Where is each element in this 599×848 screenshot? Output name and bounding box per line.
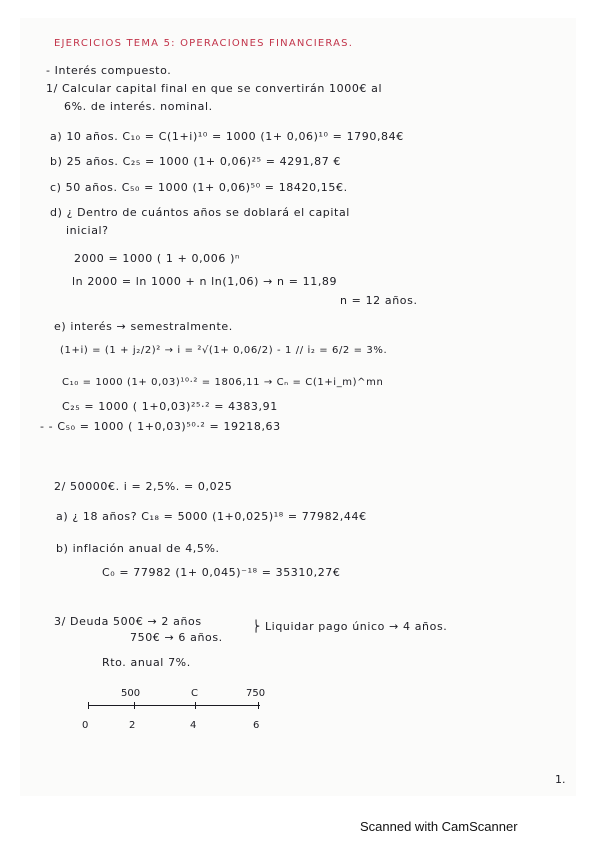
- ex1-d-cont: inicial?: [66, 224, 109, 237]
- timeline-year-label: 0: [82, 720, 89, 731]
- timeline-year-label: 6: [253, 720, 260, 731]
- timeline-tick: [258, 702, 259, 709]
- ex2-a: a) ¿ 18 años? C₁₈ = 5000 (1+0,025)¹⁸ = 77982,44€: [56, 510, 367, 523]
- timeline-axis: [88, 705, 260, 706]
- ex1-d-eq2: ln 2000 = ln 1000 + n ln(1,06) → n = 11,89: [72, 275, 338, 288]
- ex1-statement: 1/ Calcular capital final en que se convertirán 1000€ al: [46, 82, 383, 95]
- page-number: 1.: [555, 773, 566, 786]
- timeline-amount-label: C: [191, 688, 198, 699]
- ex1-e: e) interés → semestralmente.: [54, 320, 233, 333]
- timeline-year-label: 2: [129, 720, 136, 731]
- timeline-amount-label: 750: [246, 688, 266, 699]
- ex2-statement: 2/ 50000€. i = 2,5%. = 0,025: [54, 480, 233, 493]
- ex2-b: b) inflación anual de 4,5%.: [56, 542, 220, 555]
- ex1-e-eq3: C₂₅ = 1000 ( 1+0,03)²⁵·² = 4383,91: [62, 400, 278, 413]
- ex1-a: a) 10 años. C₁₀ = C(1+i)¹⁰ = 1000 (1+ 0,06)¹⁰ = 1790,84€: [50, 130, 404, 143]
- timeline-tick: [195, 702, 196, 709]
- ex1-statement-cont: 6%. de interés. nominal.: [64, 100, 213, 113]
- timeline-year-label: 4: [190, 720, 197, 731]
- ex1-c: c) 50 años. C₅₀ = 1000 (1+ 0,06)⁵⁰ = 18420,15€.: [50, 181, 348, 194]
- scanner-watermark: Scanned with CamScanner: [360, 819, 518, 834]
- section-heading: - Interés compuesto.: [46, 64, 172, 77]
- ex3-settle: ⎬ Liquidar pago único → 4 años.: [252, 620, 448, 633]
- ex2-b-eq: C₀ = 77982 (1+ 0,045)⁻¹⁸ = 35310,27€: [102, 566, 341, 579]
- ex3-debt-2: 750€ → 6 años.: [130, 631, 223, 644]
- ex1-d-answer: n = 12 años.: [340, 294, 418, 307]
- timeline-tick: [134, 702, 135, 709]
- timeline-tick: [88, 702, 89, 709]
- ex1-e-eq1: (1+i) = (1 + j₂/2)² → i = ²√(1+ 0,06/2) - 1 // i₂ = 6/2 = 3%.: [60, 345, 388, 356]
- ex1-d-eq1: 2000 = 1000 ( 1 + 0,006 )ⁿ: [74, 252, 240, 265]
- ex1-e-eq2: C₁₀ = 1000 (1+ 0,03)¹⁰·² = 1806,11 → Cₙ = C(1+i_m)^mn: [62, 377, 384, 388]
- ex1-e-eq4: - - C₅₀ = 1000 ( 1+0,03)⁵⁰·² = 19218,63: [40, 420, 281, 433]
- ex1-b: b) 25 años. C₂₅ = 1000 (1+ 0,06)²⁵ = 4291,87 €: [50, 155, 342, 168]
- ex1-d: d) ¿ Dentro de cuántos años se doblará el capital: [50, 206, 350, 219]
- page-title: EJERCICIOS TEMA 5: OPERACIONES FINANCIERAS.: [54, 38, 354, 49]
- ex3-rate: Rto. anual 7%.: [102, 656, 191, 669]
- ex3-debt-1: 3/ Deuda 500€ → 2 años: [54, 615, 202, 628]
- timeline-amount-label: 500: [121, 688, 141, 699]
